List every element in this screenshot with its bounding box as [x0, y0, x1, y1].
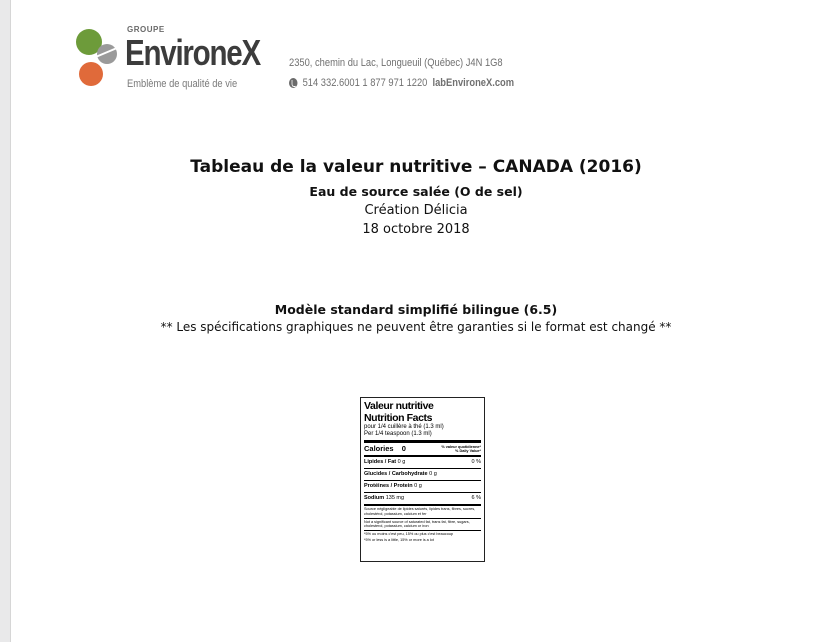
phone-icon: [289, 78, 298, 88]
product-name: Eau de source salée (O de sel): [309, 184, 523, 199]
document-title: Tableau de la valeur nutritive – CANADA (2016): [190, 157, 642, 177]
company-contact: [289, 77, 514, 89]
label-footnote-fr: *5% ou moins c'est peu, 15% ou plus c'est beaucoup: [364, 532, 454, 537]
dv-header-en: % Daily Value*: [455, 449, 481, 453]
document-page: [10, 0, 820, 642]
document-date: 18 octobre 2018: [362, 222, 470, 237]
calories-label: Calories: [364, 444, 394, 453]
phone-numbers: 514 332.6001 1 877 971 1220: [302, 77, 428, 89]
calories-row: [364, 443, 481, 457]
logo-brand-name: EnvironeX: [125, 32, 260, 73]
dv-header-fr: % valeur quotidienne*: [441, 444, 481, 449]
label-title-en: Nutrition Facts: [364, 412, 433, 424]
nutrient-name: Lipides / Fat: [364, 459, 397, 465]
logo-tagline: Emblème de qualité de vie: [127, 78, 238, 90]
website-link[interactable]: labEnvironeX.com: [432, 77, 515, 89]
nutrient-amount: 0 g: [397, 459, 406, 465]
nutrient-row: [364, 481, 481, 493]
nutrition-facts-label: [360, 397, 485, 562]
nutrient-row: [364, 457, 481, 469]
nutrient-amount: 0 g: [414, 483, 422, 489]
calories-value: 0: [401, 444, 406, 453]
format-warning: ** Les spécifications graphiques ne peuvent être garanties si le format est changé **: [160, 320, 672, 334]
serving-size-fr: pour 1/4 cuillère à thé (1.3 ml): [364, 424, 444, 430]
logo-orange-circle: [79, 62, 103, 86]
logo-grey-circle: [97, 44, 117, 64]
nutrient-amount: 0 g: [429, 471, 437, 477]
nutrient-row: [364, 469, 481, 481]
label-title-fr: Valeur nutritive: [364, 400, 434, 412]
serving-size-en: Per 1/4 teaspoon (1.3 ml): [364, 431, 432, 437]
nutrient-amount: 135 mg: [385, 495, 405, 501]
company-name: Création Délicia: [364, 203, 468, 218]
nutrient-name: Glucides / Carbohydrate: [364, 471, 428, 477]
nutrient-name: Protéines / Protein: [364, 483, 413, 489]
nutrient-dv: 6 %: [471, 495, 481, 501]
label-footnote-en: *5% or less is a little, 15% or more is a lot: [364, 537, 434, 542]
nutrient-name: Sodium: [364, 495, 385, 501]
label-note-en: Not a significant source of saturated fat, trans fat, fibre, sugars, cholesterol, potassium, calcium or iron: [364, 519, 481, 532]
logo-groupe-text: GROUPE: [127, 25, 165, 34]
company-address: 2350, chemin du Lac, Longueuil (Québec) J4N 1G8: [289, 57, 503, 69]
environex-logo-icon: [69, 24, 129, 94]
nutrient-dv: 0 %: [471, 459, 481, 465]
label-note-fr: Source négligeable de lipides saturés, lipides trans, fibres, sucres, cholestérol, potassium, calcium et fer: [364, 506, 481, 519]
nutrient-row: [364, 493, 481, 506]
model-heading: Modèle standard simplifié bilingue (6.5): [274, 302, 558, 317]
